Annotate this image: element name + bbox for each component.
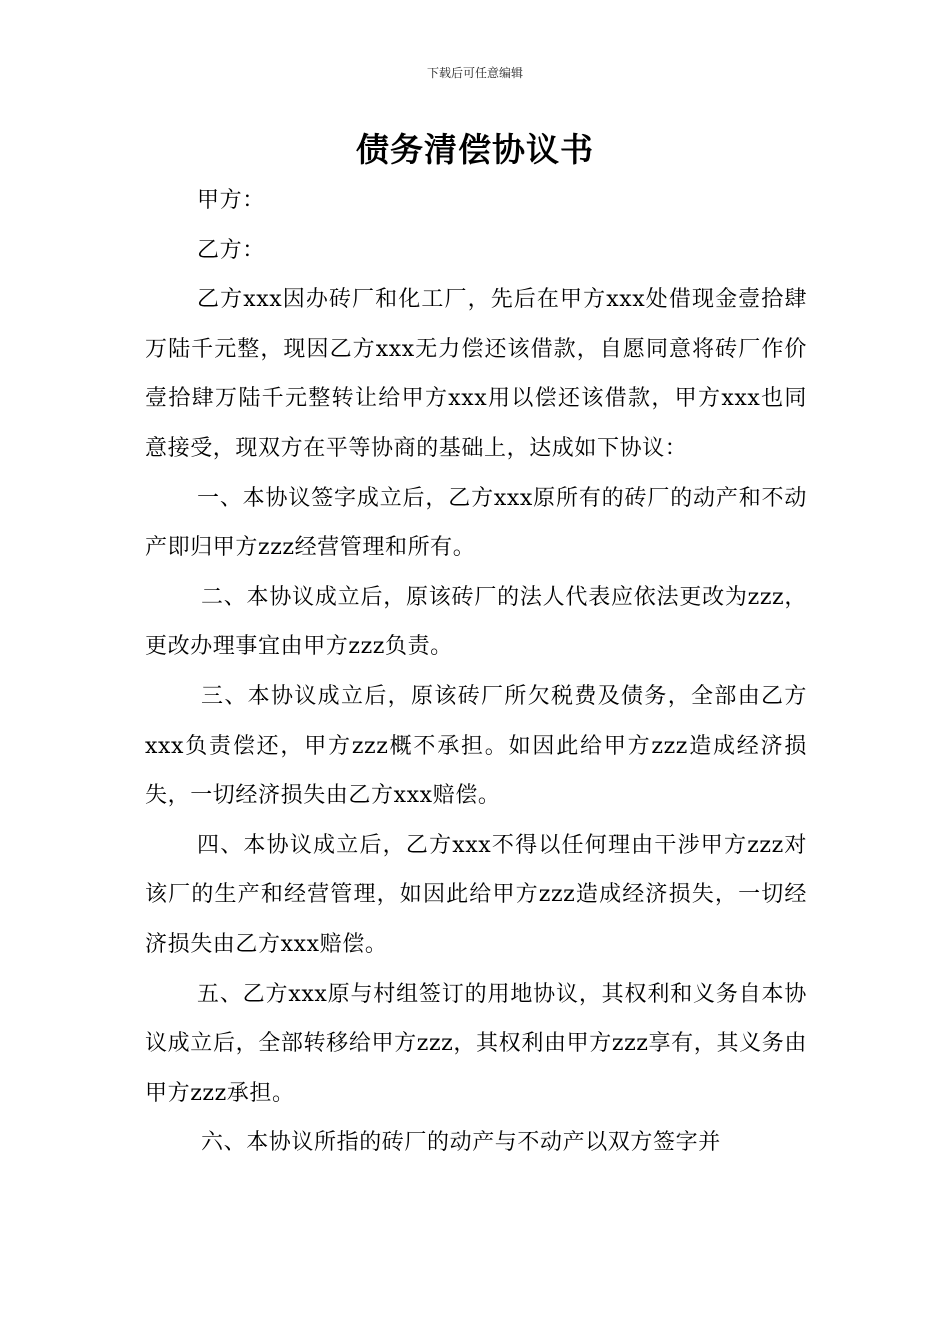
clause-4: 四、本协议成立后，乙方xxx不得以任何理由干涉甲方zzz对该厂的生产和经营管理，如因此给甲方zzz造成经济损失，一切经济损失由乙方xxx赔偿。 [145,832,807,957]
intro-paragraph: 乙方xxx因办砖厂和化工厂，先后在甲方xxx处借现金壹拾肆万陆千元整，现因乙方xxx无力偿还该借款，自愿同意将砖厂作价壹拾肆万陆千元整转让给甲方xxx用以偿还该借款，甲方xxx也同意接受，现双方在平等协商的基础上，达成如下协议： [145,287,807,461]
header-note: 下载后可任意编辑 [426,66,523,80]
clause-5: 五、乙方xxx原与村组签订的用地协议，其权利和义务自本协议成立后，全部转移给甲方zzz，其权利由甲方zzz享有，其义务由甲方zzz承担。 [145,981,807,1106]
clause-2: 二、本协议成立后，原该砖厂的法人代表应依法更改为zzz，更改办理事宜由甲方zzz负责。 [145,584,807,660]
party-a-line: 甲方： [197,188,265,213]
party-b-line: 乙方： [197,237,265,263]
clause-1: 一、本协议签字成立后，乙方xxx原所有的砖厂的动产和不动产即归甲方zzz经营管理和所有。 [145,485,807,561]
clause-3: 三、本协议成立后，原该砖厂所欠税费及债务，全部由乙方xxx负责偿还，甲方zzz概不承担。如因此给甲方zzz造成经济损失，一切经济损失由乙方xxx赔偿。 [145,683,807,809]
clause-6: 六、本协议所指的砖厂的动产与不动产以双方签字并 [201,1130,721,1156]
document-title: 债务清偿协议书 [356,130,594,169]
document-body [145,176,807,1168]
